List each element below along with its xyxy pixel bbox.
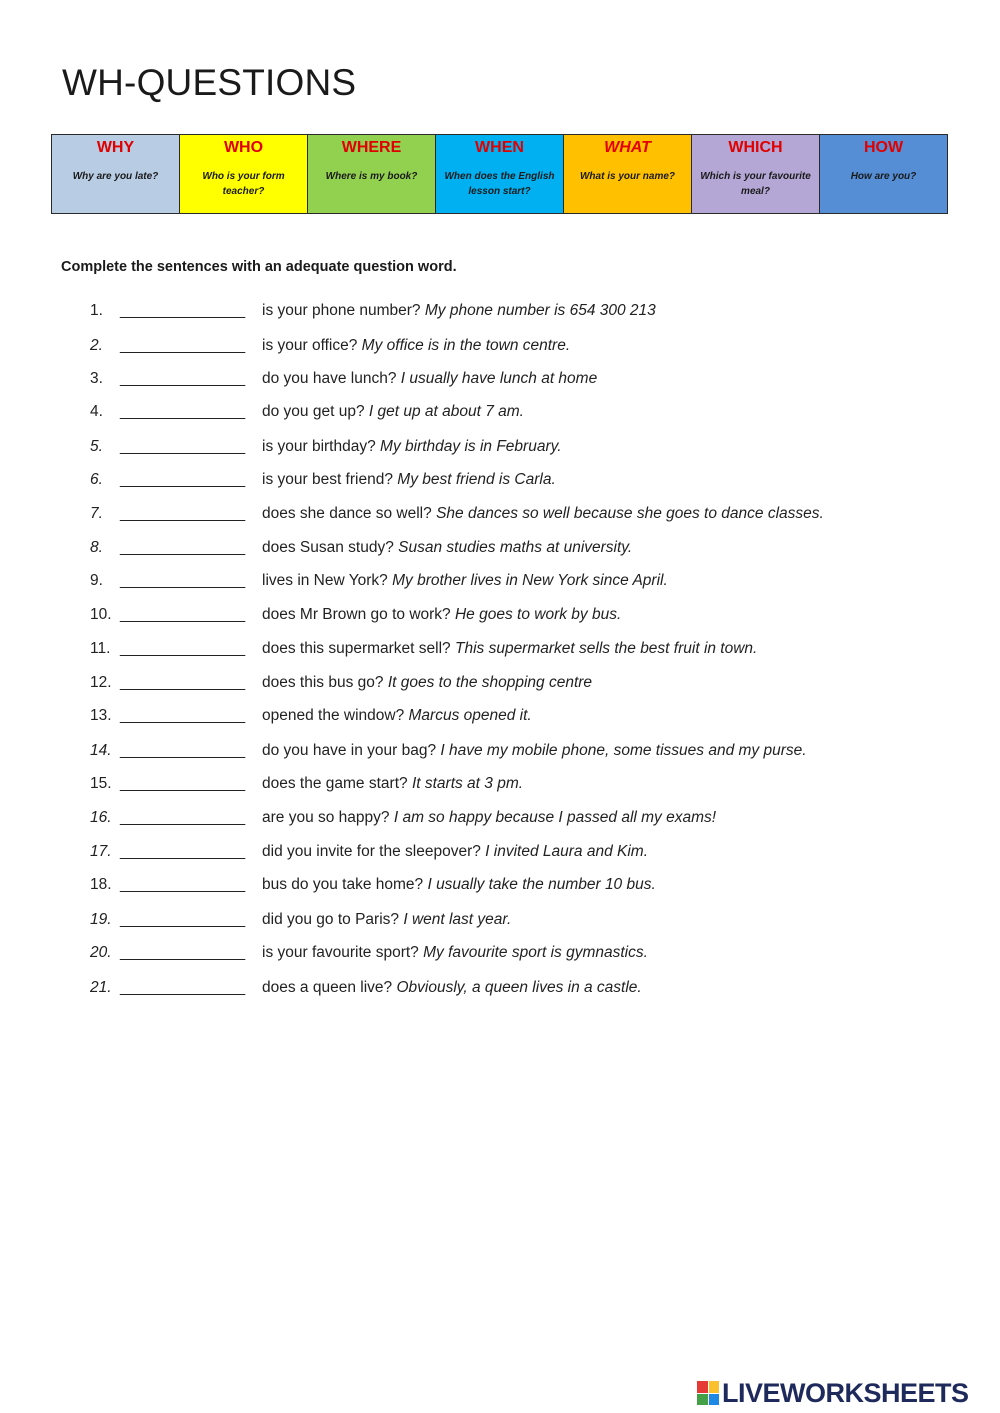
answer-blank[interactable]: _______________	[120, 707, 245, 724]
answer-blank[interactable]: _______________	[120, 742, 245, 759]
answer-blank[interactable]: _______________	[120, 979, 245, 996]
exercise-number: 19.	[90, 911, 112, 928]
exercise-number: 20.	[90, 944, 112, 961]
exercise-sentence	[262, 979, 642, 997]
question-word-cell-which	[692, 135, 820, 214]
question-example: Which is your favourite meal?	[700, 171, 811, 197]
question-word: WHAT	[604, 139, 651, 156]
exercise-sentence	[262, 505, 824, 523]
question-word-cell-what	[564, 135, 692, 214]
exercise-number: 4.	[90, 403, 103, 420]
exercise-question: does this bus go?	[262, 674, 384, 691]
exercise-question: do you have in your bag?	[262, 742, 437, 759]
exercise-sentence	[262, 370, 597, 388]
answer-blank[interactable]: _______________	[120, 809, 245, 826]
exercise-number: 8.	[90, 539, 103, 556]
exercise-number: 7.	[90, 505, 103, 522]
exercise-number: 16.	[90, 809, 112, 826]
instructions: Complete the sentences with an adequate question word.	[61, 259, 457, 275]
exercise-answer: Obviously, a queen lives in a castle.	[396, 979, 642, 996]
exercise-question: is your phone number?	[262, 302, 421, 319]
exercise-question: is your favourite sport?	[262, 944, 419, 961]
exercise-number: 9.	[90, 572, 103, 589]
question-example: Where is my book?	[325, 171, 418, 182]
answer-blank[interactable]: _______________	[120, 640, 245, 657]
exercise-answer: He goes to work by bus.	[454, 606, 622, 623]
logo-square	[709, 1394, 720, 1406]
exercise-answer: My brother lives in New York since April.	[392, 572, 668, 589]
exercise-question: opened the window?	[262, 707, 405, 724]
exercise-sentence	[262, 674, 592, 692]
answer-blank[interactable]: _______________	[120, 438, 245, 455]
exercise-sentence	[262, 944, 648, 962]
exercise-number: 14.	[90, 742, 112, 759]
exercise-answer: I usually have lunch at home	[400, 370, 598, 387]
question-word-cell-when	[436, 135, 564, 214]
logo-square	[697, 1381, 708, 1393]
logo-text: LIVEWORKSHEETS	[722, 1377, 969, 1408]
exercise-sentence	[262, 302, 656, 320]
question-word: WHERE	[341, 139, 402, 156]
exercise-number: 21.	[90, 979, 112, 996]
question-example: How are you?	[850, 171, 917, 182]
answer-blank[interactable]: _______________	[120, 876, 245, 893]
question-example: Who is your form teacher?	[202, 171, 285, 197]
exercise-answer: It goes to the shopping centre	[387, 674, 593, 691]
exercise-question: do you have lunch?	[262, 370, 397, 387]
exercise-answer: Marcus opened it.	[408, 707, 532, 724]
answer-blank[interactable]: _______________	[120, 302, 245, 319]
question-example: What is your name?	[579, 171, 675, 182]
exercise-answer: She dances so well because she goes to dance classes.	[436, 505, 824, 522]
exercise-number: 10.	[90, 606, 112, 623]
answer-blank[interactable]: _______________	[120, 944, 245, 961]
exercise-question: is your office?	[262, 337, 358, 354]
exercise-sentence	[262, 775, 523, 793]
answer-blank[interactable]: _______________	[120, 539, 245, 556]
question-example: Why are you late?	[72, 171, 159, 182]
exercise-question: does a queen live?	[262, 979, 393, 996]
exercise-sentence	[262, 337, 570, 355]
exercise-answer: I invited Laura and Kim.	[485, 843, 649, 860]
exercise-question: lives in New York?	[262, 572, 388, 589]
exercise-answer: My favourite sport is gymnastics.	[423, 944, 648, 961]
exercise-question: does she dance so well?	[262, 505, 432, 522]
exercise-number: 15.	[90, 775, 112, 792]
exercise-sentence	[262, 843, 648, 861]
exercise-question: is your birthday?	[262, 438, 376, 455]
exercise-number: 12.	[90, 674, 112, 691]
question-word: WHY	[96, 139, 135, 156]
exercise-sentence	[262, 438, 562, 456]
answer-blank[interactable]: _______________	[120, 674, 245, 691]
logo-icon	[697, 1381, 719, 1405]
exercise-number: 6.	[90, 471, 103, 488]
exercise-sentence	[262, 707, 532, 725]
exercise-answer: I am so happy because I passed all my exams!	[393, 809, 717, 826]
exercise-sentence	[262, 640, 757, 658]
exercise-sentence	[262, 809, 716, 827]
exercise-answer: My birthday is in February.	[380, 438, 562, 455]
exercise-question: does the game start?	[262, 775, 408, 792]
exercise-answer: This supermarket sells the best fruit in town.	[454, 640, 758, 657]
exercise-question: did you invite for the sleepover?	[262, 843, 481, 860]
answer-blank[interactable]: _______________	[120, 505, 245, 522]
exercise-question: does this supermarket sell?	[262, 640, 451, 657]
exercise-number: 3.	[90, 370, 103, 387]
answer-blank[interactable]: _______________	[120, 471, 245, 488]
logo-square	[697, 1394, 708, 1406]
exercise-question: do you get up?	[262, 403, 365, 420]
exercise-number: 1.	[90, 302, 103, 319]
exercise-sentence	[262, 539, 632, 557]
exercise-number: 5.	[90, 438, 103, 455]
exercise-answer: I usually take the number 10 bus.	[427, 876, 656, 893]
exercise-sentence	[262, 471, 556, 489]
exercise-number: 17.	[90, 843, 112, 860]
exercise-sentence	[262, 606, 621, 624]
answer-blank[interactable]: _______________	[120, 337, 245, 354]
exercise-question: does Mr Brown go to work?	[262, 606, 451, 623]
exercise-question: bus do you take home?	[262, 876, 424, 893]
exercise-question: does Susan study?	[262, 539, 394, 556]
liveworksheets-logo[interactable]	[697, 1378, 969, 1408]
exercise-question: is your best friend?	[262, 471, 393, 488]
exercise-sentence	[262, 403, 524, 421]
exercise-answer: I have my mobile phone, some tissues and my purse.	[440, 742, 807, 759]
question-word-cell-how	[820, 135, 948, 214]
exercise-number: 13.	[90, 707, 112, 724]
exercise-question: are you so happy?	[262, 809, 390, 826]
exercise-sentence	[262, 876, 656, 894]
exercise-answer: Susan studies maths at university.	[398, 539, 633, 556]
answer-blank[interactable]: _______________	[120, 403, 245, 420]
answer-blank[interactable]: _______________	[120, 606, 245, 623]
exercise-sentence	[262, 911, 511, 929]
exercise-answer: My best friend is Carla.	[397, 471, 556, 488]
exercise-answer: My office is in the town centre.	[361, 337, 571, 354]
exercise-answer: I get up at about 7 am.	[368, 403, 524, 420]
exercise-number: 2.	[90, 337, 103, 354]
exercise-sentence	[262, 572, 668, 590]
question-word: WHEN	[475, 139, 524, 156]
page-title: WH-QUESTIONS	[62, 62, 357, 103]
answer-blank[interactable]: _______________	[120, 775, 245, 792]
question-word: HOW	[863, 139, 904, 156]
question-words-table	[51, 134, 948, 214]
answer-blank[interactable]: _______________	[120, 572, 245, 589]
question-word: WHICH	[728, 139, 783, 156]
exercise-answer: I went last year.	[403, 911, 512, 928]
exercise-number: 18.	[90, 876, 112, 893]
question-word-cell-why	[52, 135, 180, 214]
answer-blank[interactable]: _______________	[120, 911, 245, 928]
question-example: When does the English lesson start?	[444, 171, 555, 197]
exercise-number: 11.	[90, 640, 111, 657]
answer-blank[interactable]: _______________	[120, 370, 245, 387]
exercise-answer: My phone number is 654 300 213	[424, 302, 656, 319]
exercise-question: did you go to Paris?	[262, 911, 400, 928]
question-word-cell-where	[308, 135, 436, 214]
exercise-sentence	[262, 742, 807, 760]
answer-blank[interactable]: _______________	[120, 843, 245, 860]
question-word: WHO	[223, 139, 264, 156]
exercise-answer: It starts at 3 pm.	[411, 775, 524, 792]
logo-square	[709, 1381, 720, 1393]
question-word-cell-who	[180, 135, 308, 214]
